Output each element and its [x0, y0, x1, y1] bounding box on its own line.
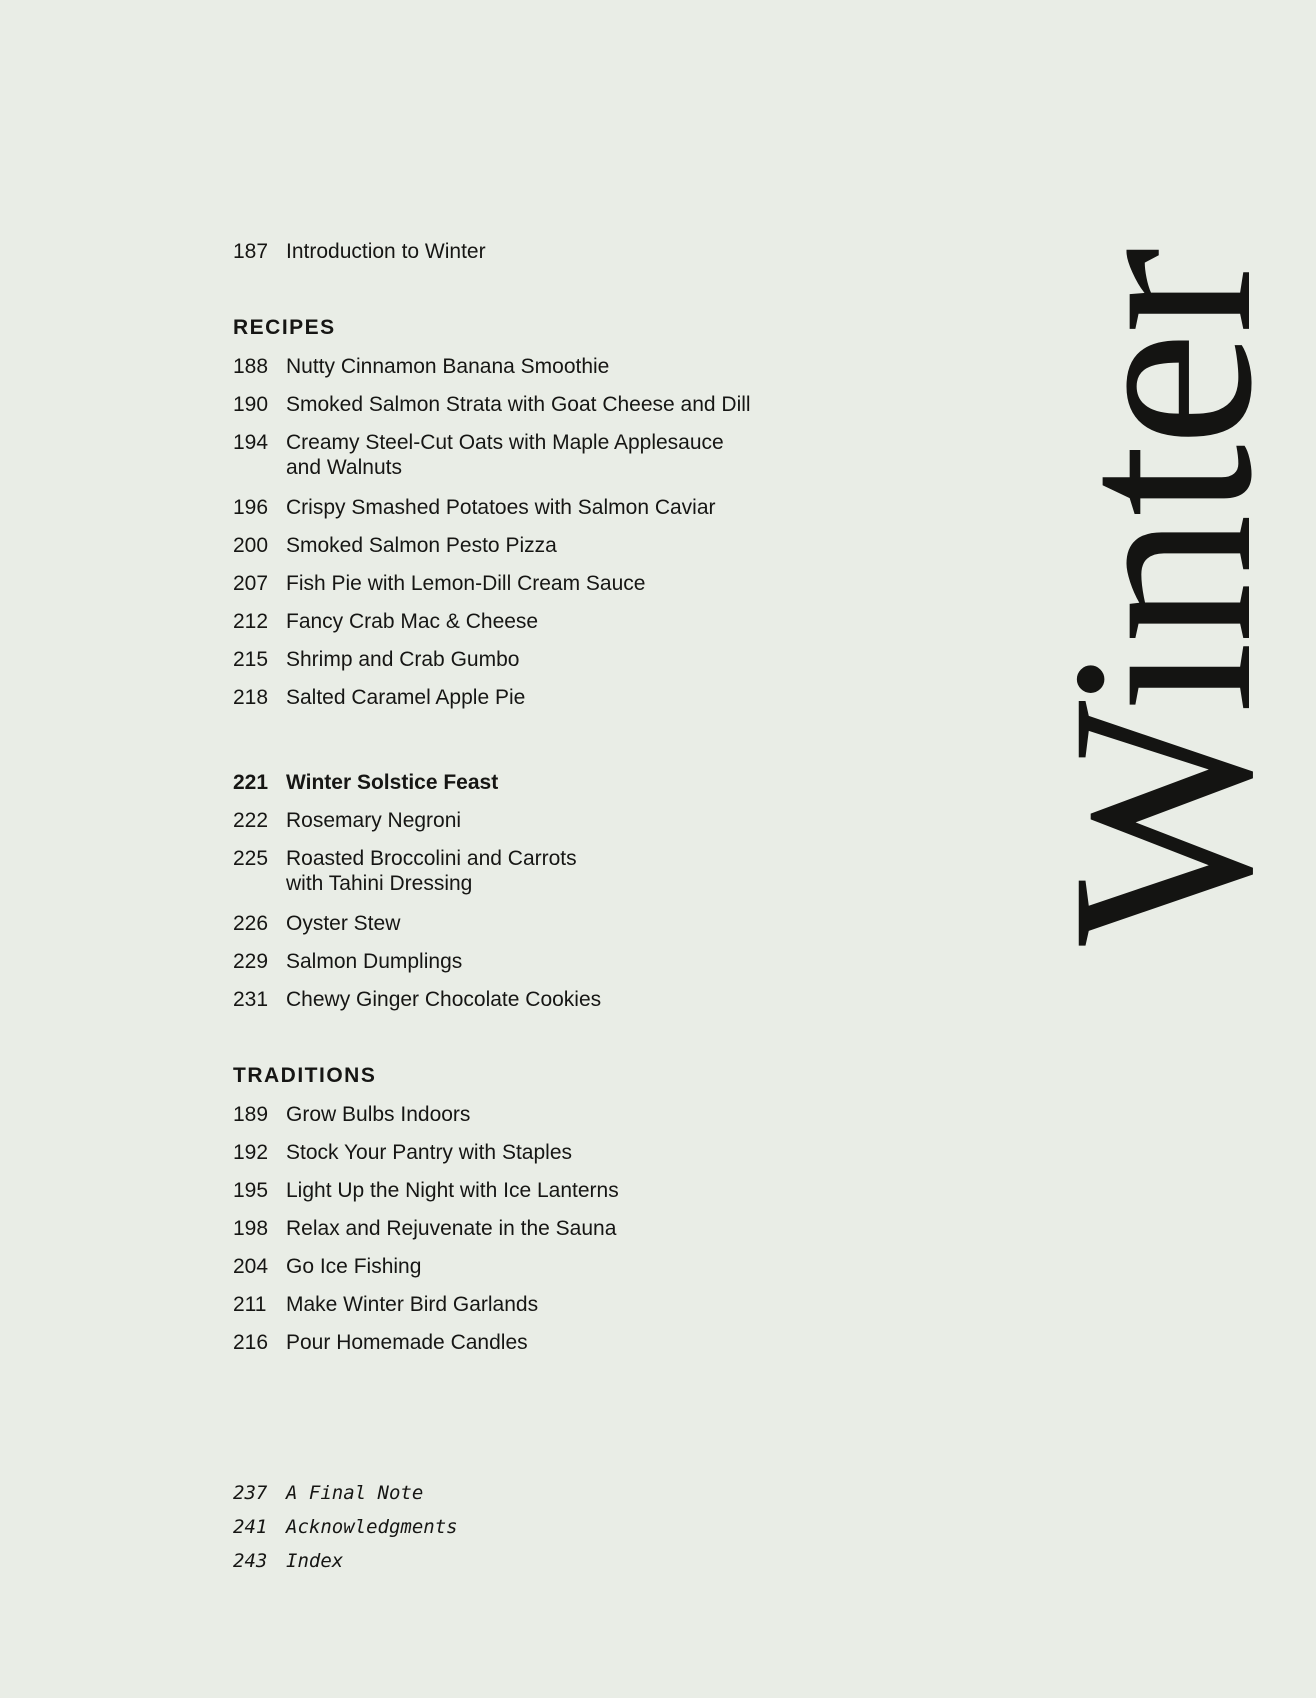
toc-title [286, 1481, 873, 1505]
toc-row [233, 1178, 873, 1203]
toc-title [286, 1102, 873, 1127]
toc-title [286, 571, 873, 596]
toc-row [233, 1254, 873, 1279]
toc-row [233, 647, 873, 672]
toc-title [286, 1216, 873, 1241]
toc-page-number: 218 [233, 686, 269, 709]
toc-title [286, 1254, 873, 1279]
toc-row [233, 571, 873, 596]
toc-title-line: A Final Note [286, 1482, 424, 1504]
toc-title-line: Go Ice Fishing [286, 1255, 422, 1278]
toc-title [286, 1140, 873, 1165]
toc-back-matter [233, 1481, 873, 1583]
toc-title [286, 846, 873, 896]
toc-title [286, 1549, 873, 1573]
toc-title-line: Oyster Stew [286, 912, 401, 935]
toc-section-heading-label: TRADITIONS [233, 1064, 377, 1087]
toc-page-number: 192 [233, 1141, 269, 1164]
toc-title-line: Light Up the Night with Ice Lanterns [286, 1179, 619, 1202]
toc-title-line: Fish Pie with Lemon-Dill Cream Sauce [286, 572, 646, 595]
toc-row [233, 1549, 873, 1573]
toc-page-number: 215 [233, 648, 269, 671]
toc-title-line: Salmon Dumplings [286, 950, 463, 973]
toc-row [233, 685, 873, 710]
toc-title [286, 1515, 873, 1539]
toc-row [233, 1330, 873, 1355]
toc-title-line: Smoked Salmon Strata with Goat Cheese and Dill [286, 393, 751, 416]
toc-page-number: 225 [233, 847, 269, 870]
toc-title-line: Fancy Crab Mac & Cheese [286, 610, 539, 633]
toc-title-line: Crispy Smashed Potatoes with Salmon Caviar [286, 496, 716, 519]
toc-page-number: 189 [233, 1103, 269, 1126]
toc-title-line: Stock Your Pantry with Staples [286, 1141, 572, 1164]
toc-row [233, 495, 873, 520]
toc-title-line: Introduction to Winter [286, 240, 486, 263]
toc-title [286, 392, 873, 417]
toc-title [286, 647, 873, 672]
toc-title [286, 770, 873, 795]
toc-page-number: 187 [233, 240, 269, 263]
toc-page-number: 198 [233, 1217, 269, 1240]
toc-title [286, 911, 873, 936]
table-of-contents [233, 239, 873, 1583]
toc-page-number: 195 [233, 1179, 269, 1202]
toc-title [286, 987, 873, 1012]
toc-page-number: 216 [233, 1331, 269, 1354]
toc-row [233, 430, 873, 480]
toc-page-number: 204 [233, 1255, 269, 1278]
toc-page-number: 243 [233, 1550, 268, 1572]
toc-title-line: Smoked Salmon Pesto Pizza [286, 534, 557, 557]
toc-title [286, 949, 873, 974]
toc-title-line: Pour Homemade Candles [286, 1331, 528, 1354]
toc-title-line: Relax and Rejuvenate in the Sauna [286, 1217, 617, 1240]
toc-title [286, 609, 873, 634]
toc-row [233, 1515, 873, 1539]
toc-page-number: 222 [233, 809, 269, 832]
toc-row [233, 533, 873, 558]
toc-page-number: 229 [233, 950, 269, 973]
toc-section-heading [233, 315, 873, 340]
toc-row [233, 609, 873, 634]
toc-title-line: Acknowledgments [286, 1516, 458, 1538]
toc-title-line: Roasted Broccolini and Carrots [286, 847, 577, 870]
toc-title [286, 354, 873, 379]
toc-page-number: 188 [233, 355, 269, 378]
toc-page-number: 237 [233, 1482, 268, 1504]
season-title: Winter [1018, 250, 1306, 946]
toc-title [286, 495, 873, 520]
toc-row [233, 1140, 873, 1165]
toc-page-number: 211 [233, 1293, 267, 1316]
toc-title-line: with Tahini Dressing [286, 872, 473, 895]
toc-title [286, 1178, 873, 1203]
toc-title-line: Chewy Ginger Chocolate Cookies [286, 988, 602, 1011]
toc-title [286, 533, 873, 558]
toc-section-heading-label: RECIPES [233, 316, 336, 339]
toc-title [286, 430, 873, 480]
toc-row [233, 1102, 873, 1127]
toc-row [233, 846, 873, 896]
toc-title [286, 239, 873, 264]
toc-title-line: Grow Bulbs Indoors [286, 1103, 471, 1126]
toc-page-number: 190 [233, 393, 269, 416]
toc-title [286, 808, 873, 833]
toc-page-number: 241 [233, 1516, 268, 1538]
toc-row [233, 392, 873, 417]
toc-page-number: 196 [233, 496, 269, 519]
toc-title-line: Nutty Cinnamon Banana Smoothie [286, 355, 610, 378]
toc-row [233, 808, 873, 833]
toc-title-line: Winter Solstice Feast [286, 771, 499, 794]
toc-title-line: Shrimp and Crab Gumbo [286, 648, 520, 671]
toc-page-number: 231 [233, 988, 269, 1011]
toc-row [233, 1481, 873, 1505]
toc-row [233, 1216, 873, 1241]
toc-row [233, 911, 873, 936]
toc-title-line: Creamy Steel-Cut Oats with Maple Applesauce [286, 431, 724, 454]
toc-title [286, 1292, 873, 1317]
toc-page-number: 194 [233, 431, 269, 454]
toc-title-line: and Walnuts [286, 456, 402, 479]
toc-page-number: 226 [233, 912, 269, 935]
toc-title [286, 685, 873, 710]
toc-row [233, 949, 873, 974]
toc-title-line: Index [286, 1550, 344, 1572]
toc-page-number: 212 [233, 610, 269, 633]
toc-title-line: Rosemary Negroni [286, 809, 462, 832]
toc-section-heading [233, 1063, 873, 1088]
toc-title [286, 1330, 873, 1355]
toc-page-number: 221 [233, 771, 269, 794]
toc-row [233, 354, 873, 379]
toc-row [233, 1292, 873, 1317]
toc-page-number: 207 [233, 572, 269, 595]
toc-row [233, 239, 873, 264]
toc-title-line: Salted Caramel Apple Pie [286, 686, 526, 709]
toc-title-line: Make Winter Bird Garlands [286, 1293, 539, 1316]
toc-row [233, 987, 873, 1012]
toc-page-number: 200 [233, 534, 269, 557]
toc-row [233, 770, 873, 795]
